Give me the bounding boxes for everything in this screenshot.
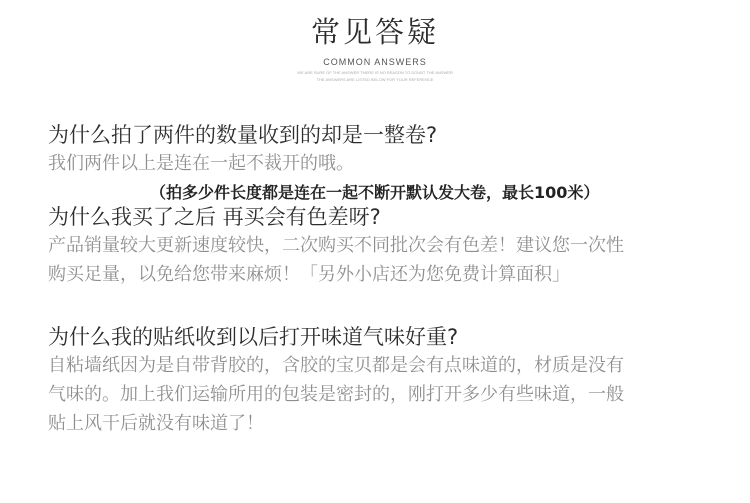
faq-answer-line: 产品销量较大更新速度较快，二次购买不同批次会有色差！建议您一次性 xyxy=(48,235,624,256)
faq-item-3 xyxy=(48,323,728,438)
faq-answer-line: 贴上风干后就没有味道了！ xyxy=(48,413,264,434)
faq-note: （拍多少件长度都是连在一起不断开默认发大卷，最长100米） xyxy=(150,183,600,202)
faq-question: 为什么我的贴纸收到以后打开味道气味好重? xyxy=(48,325,459,349)
faq-item-2 xyxy=(48,203,728,289)
faq-answer-line: 自粘墙纸因为是自带背胶的，含胶的宝贝都是会有点味道的，材质是没有 xyxy=(48,355,624,376)
faq-answer-line: 购买足量，以免给您带来麻烦！「另外小店还为您免费计算面积」 xyxy=(48,264,570,285)
fineprint-line-1: WE ARE SURE OF THE ANSWER THERE IS NO REASON TO DOUBT THE ANSWER xyxy=(297,70,453,75)
page-header xyxy=(0,12,750,82)
page-subtitle: COMMON ANSWERS xyxy=(323,57,427,67)
faq-answer-line: 气味的。加上我们运输所用的包装是密封的，刚打开多少有些味道，一般 xyxy=(48,384,624,405)
faq-answer-line: 我们两件以上是连在一起不裁开的哦。 xyxy=(48,153,354,174)
faq-question: 为什么拍了两件的数量收到的却是一整卷? xyxy=(48,123,438,147)
fineprint-line-2: THE ANSWERS ARE LISTED BELOW FOR YOUR REFERENCE xyxy=(316,77,434,82)
page-title: 常见答疑 xyxy=(310,15,439,49)
faq-item-1 xyxy=(48,121,728,204)
faq-question: 为什么我买了之后 再买会有色差呀? xyxy=(48,205,381,229)
